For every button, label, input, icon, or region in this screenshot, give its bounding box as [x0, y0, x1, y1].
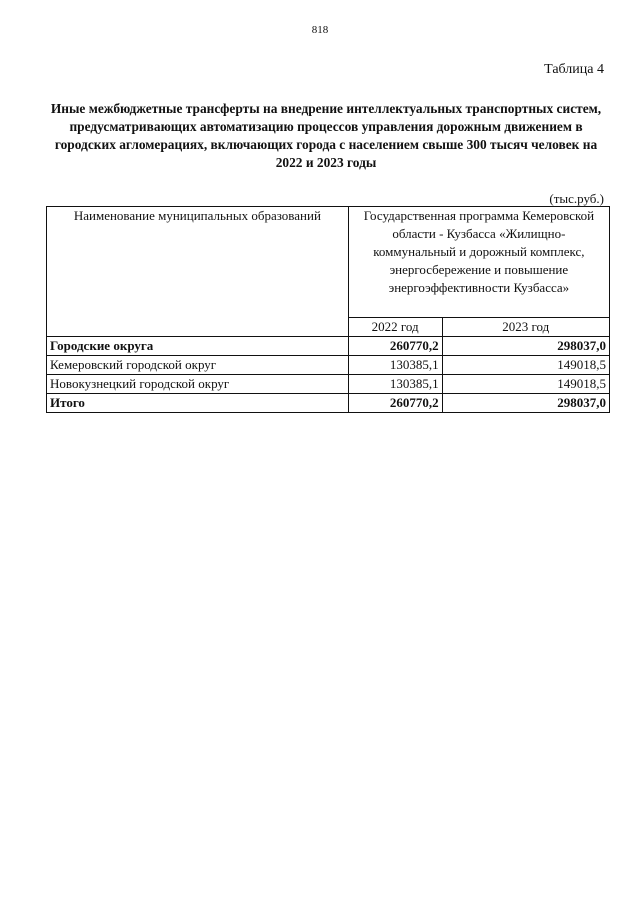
table-row-total: [47, 394, 610, 413]
column-header-program: Государственная программа Кемеровской области - Кузбасса «Жилищно-коммунальный и дорожный комплекс, энергосбережение и повышение энергоэффективности Кузбасса»: [348, 207, 609, 318]
value-2023: 149018,5: [442, 356, 609, 375]
column-header-name: Наименование муниципальных образований: [47, 207, 349, 337]
value-2022: 260770,2: [348, 394, 442, 413]
table-row: [47, 356, 610, 375]
value-2023: 298037,0: [442, 337, 609, 356]
value-2022: 260770,2: [348, 337, 442, 356]
table-row: [47, 337, 610, 356]
table-label: Таблица 4: [544, 62, 604, 77]
column-header-2023: 2023 год: [442, 318, 609, 337]
row-name: Новокузнецкий городской округ: [47, 375, 349, 394]
column-header-2022: 2022 год: [348, 318, 442, 337]
transfers-table: [46, 206, 610, 413]
row-name: Городские округа: [47, 337, 349, 356]
document-heading: Иные межбюджетные трансферты на внедрение интеллектуальных транспортных систем, предусматривающих автоматизацию процессов управления дорожным движением в городских агломерациях, включающих города с населением свыше 300 тысяч человек на 2022 и 2023 годы: [50, 101, 602, 170]
value-2022: 130385,1: [348, 356, 442, 375]
row-name: Итого: [47, 394, 349, 413]
value-2023: 149018,5: [442, 375, 609, 394]
row-name: Кемеровский городской округ: [47, 356, 349, 375]
units-label: (тыс.руб.): [549, 191, 604, 206]
value-2023: 298037,0: [442, 394, 609, 413]
page-number: 818: [311, 24, 329, 36]
table-header-row: [47, 207, 610, 318]
table-row: [47, 375, 610, 394]
value-2022: 130385,1: [348, 375, 442, 394]
